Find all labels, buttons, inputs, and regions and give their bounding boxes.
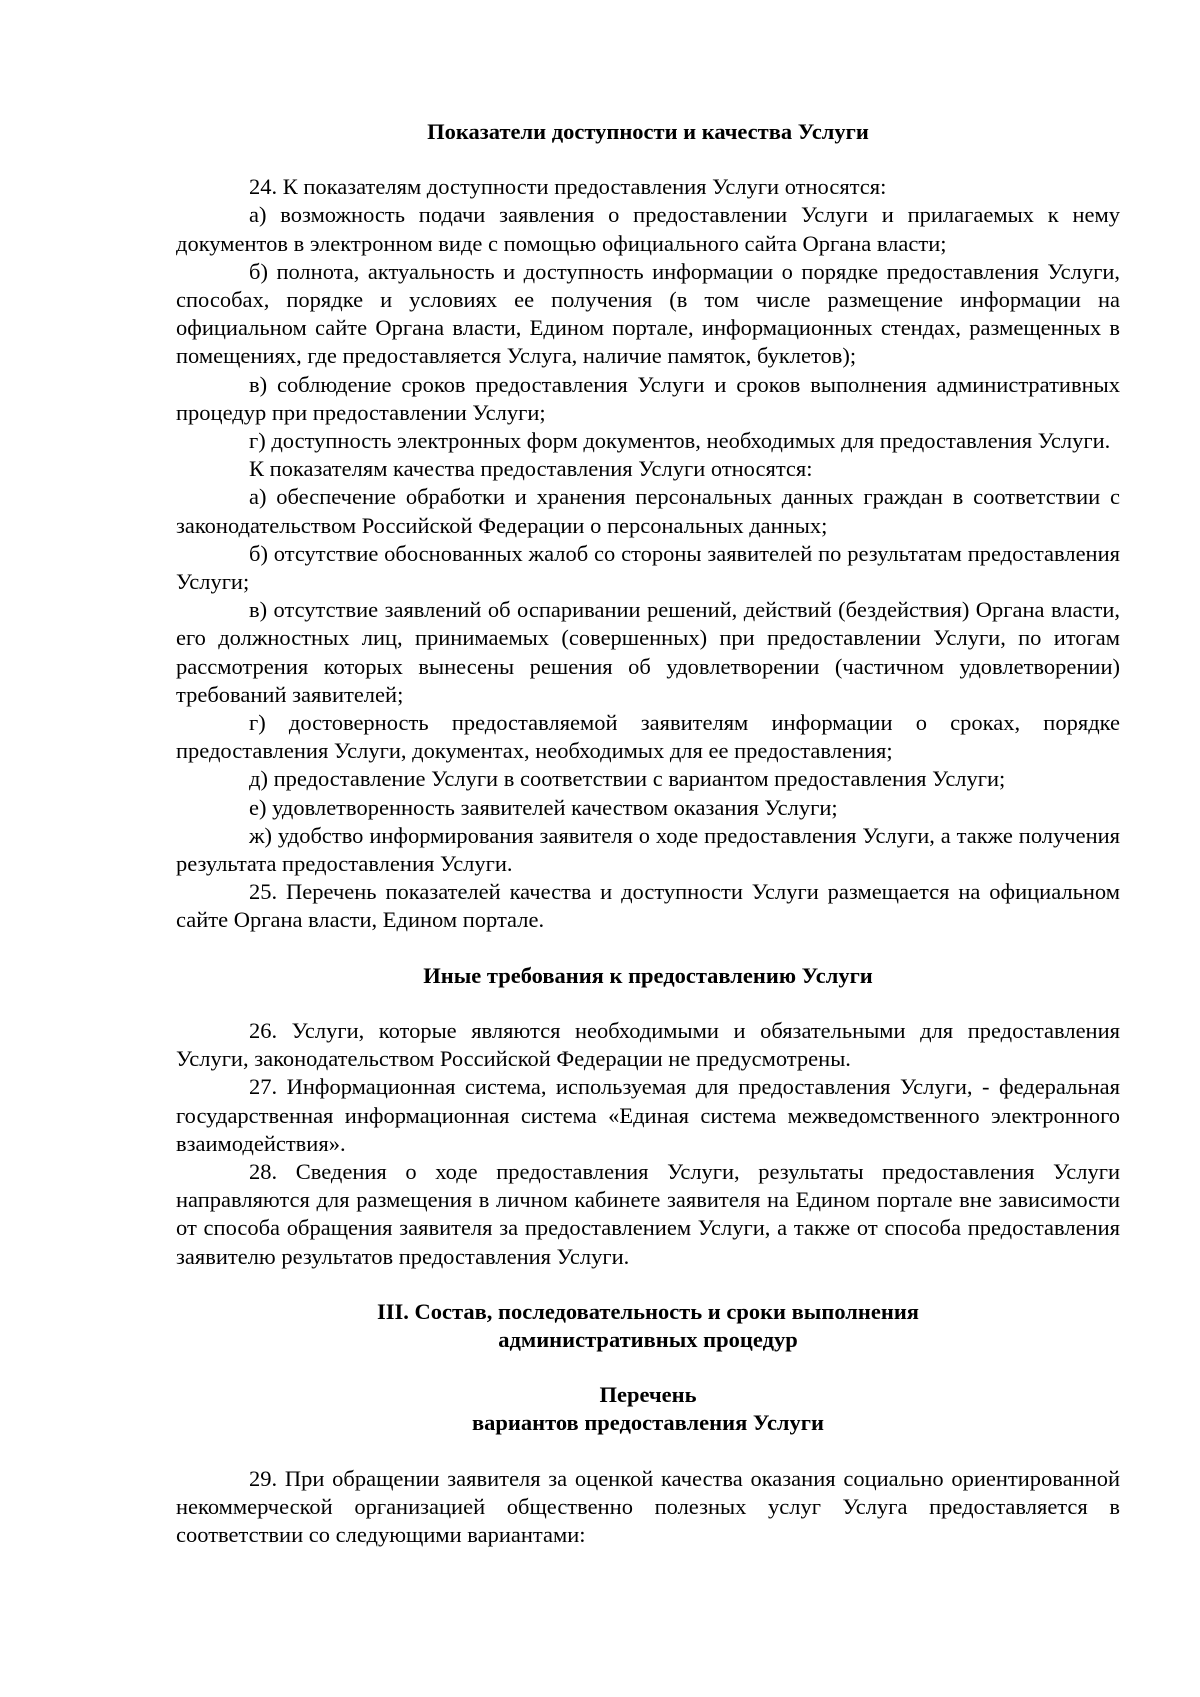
section-accessibility-quality — [176, 118, 1120, 935]
paragraph: б) отсутствие обоснованных жалоб со стороны заявителей по результатам предоставления Услуги; — [176, 540, 1120, 595]
paragraph: д) предоставление Услуги в соответствии с вариантом предоставления Услуги; — [249, 766, 1006, 792]
paragraph: г) доступность электронных форм документов, необходимых для предоставления Услуги. — [249, 428, 1111, 454]
paragraph: ж) удобство информирования заявителя о ходе предоставления Услуги, а также получения результата предоставления Услуги. — [176, 822, 1120, 877]
paragraph: 27. Информационная система, используемая для предоставления Услуги, - федеральная государственная информационная система «Единая система межведомственного электронного взаимодействия». — [176, 1074, 1120, 1156]
paragraph: е) удовлетворенность заявителей качеством оказания Услуги; — [249, 794, 838, 820]
paragraph: 25. Перечень показателей качества и доступности Услуги размещается на официальном сайте Органа власти, Едином портале. — [176, 879, 1120, 933]
section-variants-list — [176, 1381, 1120, 1549]
section-heading: III. Состав, последовательность и сроки выполнения — [377, 1298, 919, 1324]
paragraph: 26. Услуги, которые являются необходимыми и обязательными для предоставления Услуги, законодательством Российской Федерации не предусмотрены. — [176, 1017, 1120, 1072]
paragraph: 24. К показателям доступности предоставления Услуги относятся: — [249, 174, 887, 200]
section-heading: вариантов предоставления Услуги — [472, 1410, 824, 1436]
section-part-iii — [176, 1298, 1120, 1354]
paragraph: в) соблюдение сроков предоставления Услуги и сроков выполнения административных процедур при предоставлении Услуги; — [176, 371, 1120, 425]
paragraph: 29. При обращении заявителя за оценкой качества оказания социально ориентированной некоммерческой организацией общественно полезных услуг Услуга предоставляется в соответствии со следующими вариантами: — [176, 1465, 1120, 1547]
section-heading: Иные требования к предоставлению Услуги — [423, 962, 873, 988]
paragraph: г) достоверность предоставляемой заявителям информации о сроках, порядке предоставления Услуги, документах, необходимых для ее предоставления; — [176, 710, 1120, 764]
paragraph: в) отсутствие заявлений об оспаривании решений, действий (бездействия) Органа власти, его должностных лиц, принимаемых (совершенных) при предоставлении Услуги, по итогам рассмотрения которых вынесены решения об удовлетворении (частичном удовлетворении) требований заявителей; — [176, 597, 1120, 707]
section-other-requirements — [176, 962, 1120, 1271]
section-heading: административных процедур — [498, 1326, 798, 1352]
paragraph: б) полнота, актуальность и доступность информации о порядке предоставления Услуги, способах, порядке и условиях ее получения (в том числе размещение информации на официальном сайте Органа власти, Едином портале, информационных стендах, размещенных в помещениях, где предоставляется Услуга, наличие памяток, буклетов); — [176, 258, 1120, 369]
paragraph: а) возможность подачи заявления о предоставлении Услуги и прилагаемых к нему документов в электронном виде с помощью официального сайта Органа власти; — [176, 202, 1120, 256]
section-heading: Перечень — [599, 1382, 697, 1408]
document-page — [176, 118, 1120, 1549]
section-heading: Показатели доступности и качества Услуги — [427, 119, 869, 144]
paragraph: а) обеспечение обработки и хранения персональных данных граждан в соответствии с законодательством Российской Федерации о персональных данных; — [176, 484, 1120, 538]
paragraph: 28. Сведения о ходе предоставления Услуги, результаты предоставления Услуги направляются для размещения в личном кабинете заявителя на Едином портале вне зависимости от способа обращения заявителя за предоставлением Услуги, а также от способа предоставления заявителю результатов предоставления Услуги. — [176, 1158, 1120, 1269]
paragraph: К показателям качества предоставления Услуги относятся: — [249, 456, 813, 482]
